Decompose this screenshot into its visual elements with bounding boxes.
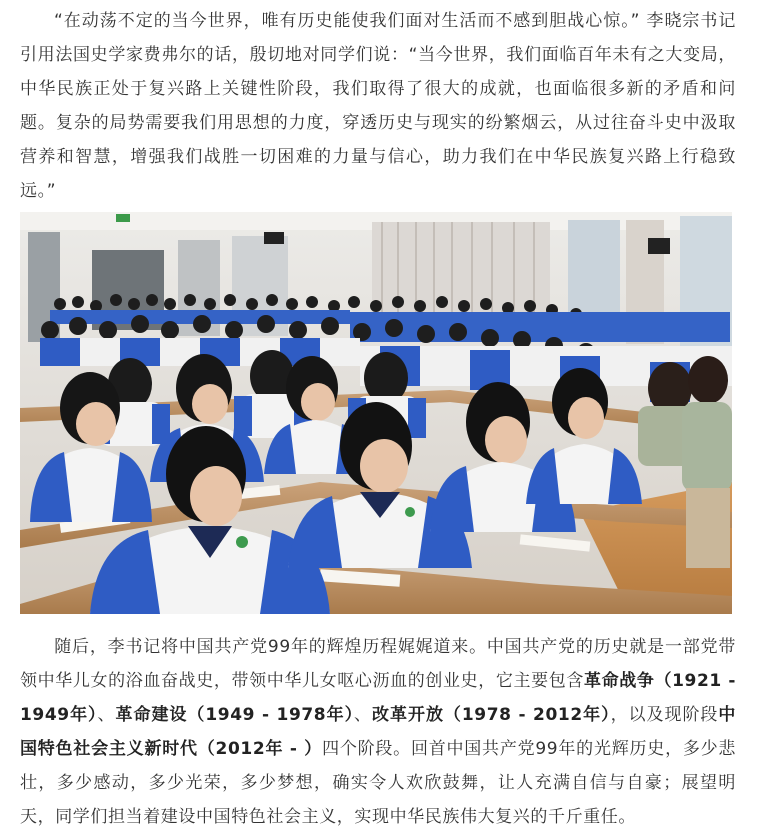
period-new-era: 中国特色社会主义新时代（2012年 - ） — [20, 705, 736, 759]
classroom-photo — [20, 212, 732, 614]
intro-paragraph — [20, 4, 736, 208]
separator: 、 — [97, 705, 116, 725]
body-part3: 四个阶段。回首中国共产党99年的光辉历史，多少悲壮，多少感动，多少光荣，多少梦想，确实令人欢欣鼓舞，让人充满自信与自豪；展望明天，同学们担当着建设中国特色社会主义，实现中华民族伟大复兴的千斤重任。 — [20, 739, 737, 827]
intro-rest: 李晓宗书记引用法国史学家费弗尔的话，殷切地对同学们说：“当今世界，我们面临百年未有之大变局，中华民族正处于复兴路上关键性阶段，我们取得了很大的成就，也面临很多新的矛盾和问题。复杂的局势需要我们用思想的力度，穿透历史与现实的纷繁烟云，从过往奋斗史中汲取营养和智慧，增强我们战胜一切困难的力量与信心，助力我们在中华民族复兴路上行稳致远。” — [20, 11, 736, 201]
classroom-photo-icon — [20, 212, 732, 614]
body-paragraph — [20, 630, 736, 834]
body-part1: 随后，李书记将中国共产党99年的辉煌历程娓娓道来。中国共产党的历史就是一部党带领中华儿女的浴血奋战史，带领中华儿女呕心沥血的创业史，它主要包含 — [20, 637, 736, 691]
period-revolution-war: 革命战争（1921 - 1949年） — [20, 671, 737, 725]
intro-quote: “在动荡不定的当今世界，唯有历史能使我们面对生活而不感到胆战心惊。” — [54, 11, 641, 31]
period-reform-opening: 改革开放（1978 - 2012年） — [372, 705, 611, 725]
period-revolution-construction: 革命建设（1949 - 1978年） — [115, 705, 355, 725]
body-part2: ，以及现阶段 — [610, 705, 719, 725]
separator: 、 — [354, 705, 373, 725]
